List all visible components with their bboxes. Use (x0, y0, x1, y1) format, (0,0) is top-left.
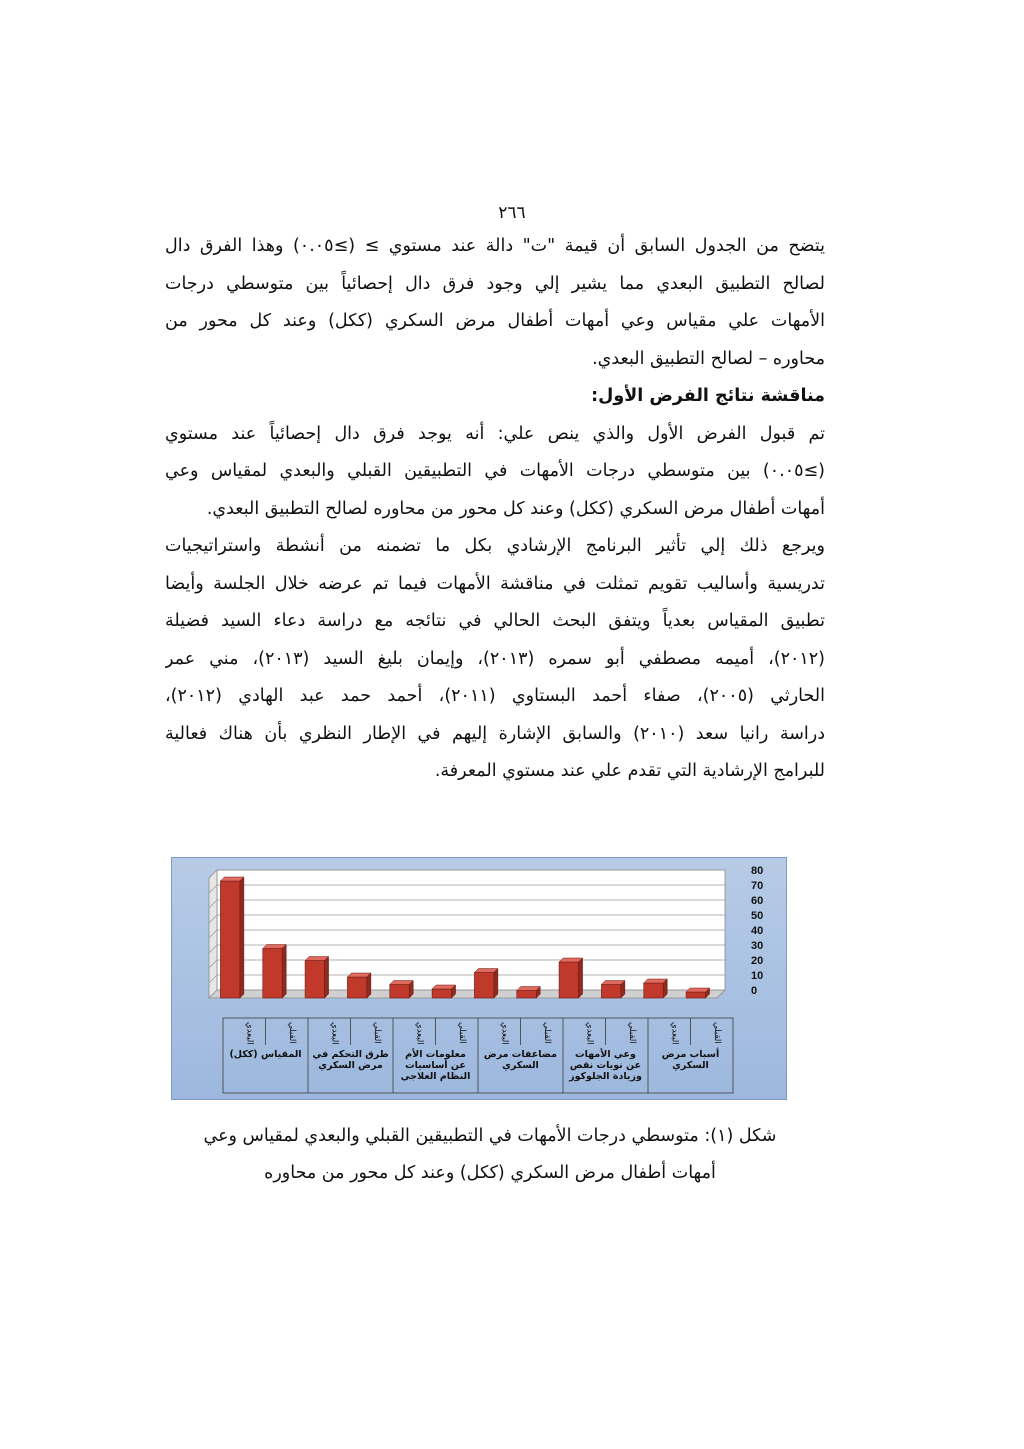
y-tick-label: 70 (751, 880, 764, 892)
paragraph-line: للبرامج الإرشادية التي تقدم علي عند مستوي المعرفة. (434, 761, 825, 781)
paragraph-line: تدريسية وأساليب تقويم تمثلت في مناقشة الأمهات فيما تم عرضه خلال الجلسة وأيضا (165, 573, 825, 594)
group-label: مضاعفات مرض (483, 1049, 558, 1060)
bar-label: القبلي (626, 1022, 637, 1044)
bar-label: البعدي (499, 1022, 510, 1045)
figure-caption (180, 1118, 800, 1192)
bar-label: البعدي (414, 1022, 425, 1045)
bar (305, 957, 328, 999)
bar (559, 958, 582, 998)
paragraph-line: دراسة رانيا سعد (٢٠١٠) والسابق الإشارة إليهم في الإطار النظري بأن هناك فعالية (165, 723, 825, 744)
bar (601, 981, 624, 999)
bar (263, 945, 286, 999)
bar (390, 981, 413, 999)
group-label: وزيادة الجلوكوز (569, 1071, 642, 1082)
group-label: معلومات الأم (405, 1049, 466, 1060)
bar (474, 969, 497, 999)
bar-label: البعدي (669, 1022, 680, 1045)
bar (644, 979, 667, 998)
page-number: ٢٦٦ (498, 203, 526, 223)
bar-label: البعدي (329, 1022, 340, 1045)
group-label: عن أساسيات (405, 1060, 466, 1071)
bar (517, 987, 540, 999)
bar-label: القبلي (456, 1022, 467, 1044)
y-tick-label: 50 (751, 910, 764, 922)
caption-line-1: شكل (١): متوسطي درجات الأمهات في التطبيقين القبلي والبعدي لمقياس وعي (203, 1126, 777, 1146)
group-label: عن نوبات نقص (569, 1060, 642, 1071)
paragraph-line: لصالح التطبيق البعدي مما يشير إلي وجود فرق دال إحصائياً بين متوسطي درجات (165, 273, 825, 294)
bar-label: القبلي (286, 1022, 297, 1044)
y-tick-label: 60 (751, 895, 764, 907)
paragraph-line: تطبيق المقياس بعدياً ويتفق البحث الحالي في نتائجه مع دراسة دعاء السيد فضيلة (165, 611, 825, 631)
y-tick-label: 40 (751, 925, 764, 937)
body-text (165, 228, 825, 791)
paragraph-line: محاوره – لصالح التطبيق البعدي. (592, 348, 825, 369)
y-tick-label: 80 (751, 865, 764, 877)
paragraph-line: الحارثي (٢٠٠٥)، صفاء أحمد البستاوي (٢٠١١)، أحمد حمد عبد الهادي (٢٠١٢)، (165, 686, 825, 706)
group-label: النظام العلاجي (400, 1071, 471, 1082)
bar-label: القبلي (711, 1022, 722, 1044)
group-label: السكري (672, 1060, 709, 1071)
section-heading: مناقشة نتائج الفرض الأول: (591, 386, 825, 406)
y-tick-label: 20 (751, 955, 764, 967)
bar-chart-svg (172, 858, 786, 1099)
caption-line-2: أمهات أطفال مرض السكري (ككل) وعند كل محور من محاوره (264, 1163, 716, 1183)
group-label: أسباب مرض (661, 1049, 720, 1060)
paragraph-line: (≥٠.٠٥) بين متوسطي درجات الأمهات في التطبيقين القبلي والبعدي لمقياس وعي (165, 461, 825, 481)
y-tick-label: 10 (751, 970, 764, 982)
bar-label: القبلي (541, 1022, 552, 1044)
bar (432, 985, 455, 998)
paragraph-line: أمهات أطفال مرض السكري (ككل) وعند كل محور من محاوره لصالح التطبيق البعدي. (206, 498, 825, 519)
bar-chart (171, 857, 787, 1100)
bar (220, 877, 243, 998)
bar-label: البعدي (244, 1022, 255, 1045)
bar (347, 973, 370, 998)
paragraph-line: يتضح من الجدول السابق أن قيمة "ت" دالة عند مستوي ≥ (≥٠.٠٥) وهذا الفرق دال (165, 236, 825, 256)
paragraph-line: الأمهات علي مقياس وعي أمهات أطفال مرض السكري (ككل) وعند كل محور من (165, 311, 825, 331)
bar-label: القبلي (371, 1022, 382, 1044)
paragraph-line: تم قبول الفرض الأول والذي ينص علي: أنه يوجد فرق دال إحصائياً عند مستوي (165, 423, 825, 444)
bar (686, 988, 709, 998)
group-label: المقياس (ككل) (229, 1049, 302, 1060)
group-label: وعي الأمهات (575, 1049, 636, 1060)
y-tick-label: 0 (751, 985, 758, 997)
bar-label: البعدي (584, 1022, 595, 1045)
paragraph-line: ويرجع ذلك إلي تأثير البرنامج الإرشادي بكل ما تضمنه من أنشطة واستراتيجيات (165, 536, 825, 556)
group-label: مرض السكري (318, 1060, 383, 1071)
y-tick-label: 30 (751, 940, 764, 952)
group-label: طرق التحكم في (312, 1049, 389, 1060)
group-label: السكري (502, 1060, 539, 1071)
paragraph-line: (٢٠١٢)، أميمه مصطفي أبو سمره (٢٠١٣)، وإيمان بليغ السيد (٢٠١٣)، مني عمر (165, 648, 825, 669)
